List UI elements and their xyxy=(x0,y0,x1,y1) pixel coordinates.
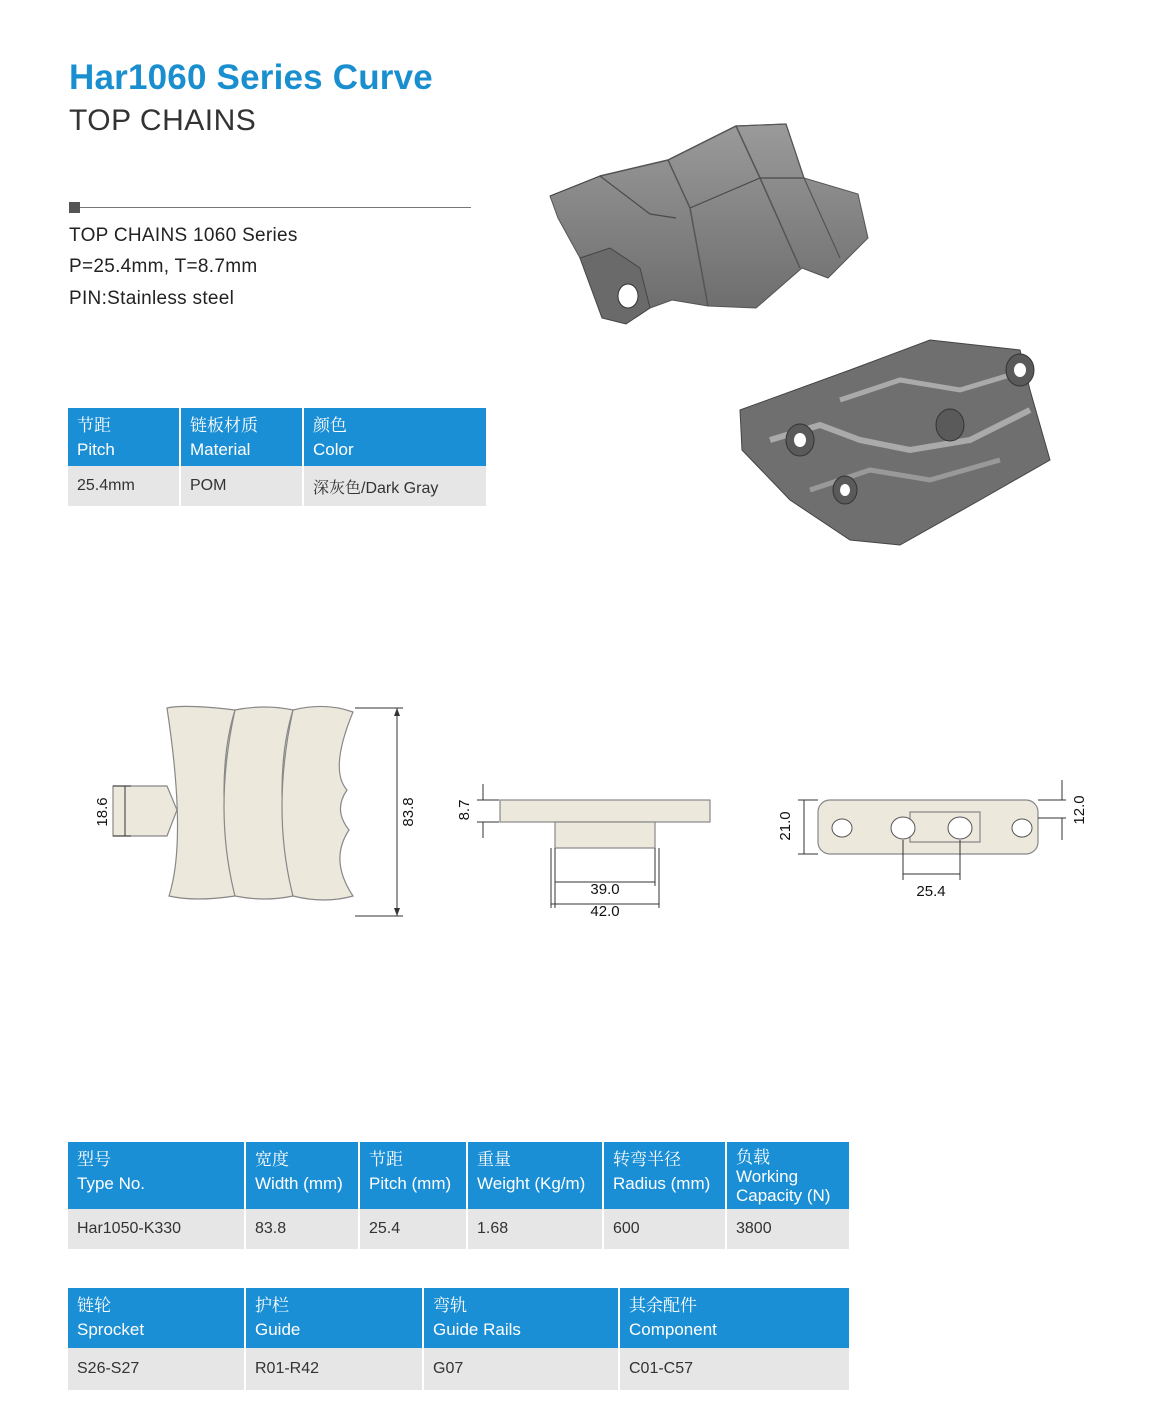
cell-pitch: 25.4mm xyxy=(68,466,181,506)
header-width: 宽度 Width (mm) xyxy=(246,1142,360,1209)
header-sprocket: 链轮 Sprocket xyxy=(68,1288,246,1348)
basic-property-table xyxy=(68,408,486,506)
dim-inner-label: 39.0 xyxy=(590,881,620,898)
dim-pitch-label: 25.4 xyxy=(916,883,946,900)
header-color: 颜色 Color xyxy=(304,408,486,466)
chain-top-render xyxy=(540,118,880,338)
chain-bottom-render xyxy=(730,330,1060,550)
dim-thickness-label: 8.7 xyxy=(456,799,473,821)
cell-guide-rails: G07 xyxy=(424,1348,620,1390)
header-material: 链板材质 Material xyxy=(181,408,304,466)
cell-type: Har1050-K330 xyxy=(68,1209,246,1249)
cell-sprocket: S26-S27 xyxy=(68,1348,246,1390)
table-row xyxy=(68,1348,849,1390)
dim-right-label: 12.0 xyxy=(1071,795,1088,825)
header-guide: 护栏 Guide xyxy=(246,1288,424,1348)
dim-width-label: 18.6 xyxy=(94,797,111,827)
side-view-drawing xyxy=(455,770,725,930)
spec-table xyxy=(68,1142,849,1249)
dim-outer-label: 42.0 xyxy=(590,903,620,920)
header-radius: 转弯半径 Radius (mm) xyxy=(604,1142,727,1209)
table-row xyxy=(68,1209,849,1249)
cell-guide: R01-R42 xyxy=(246,1348,424,1390)
header-pitch: 节距 Pitch xyxy=(68,408,181,466)
cell-color: 深灰色/Dark Gray xyxy=(304,466,486,506)
header-type: 型号 Type No. xyxy=(68,1142,246,1209)
header-pitch: 节距 Pitch (mm) xyxy=(360,1142,468,1209)
top-view-drawing xyxy=(85,690,425,930)
header-guide-rails: 弯轨 Guide Rails xyxy=(424,1288,620,1348)
front-view-drawing xyxy=(770,770,1100,900)
page-title: Har1060 Series Curve xyxy=(69,58,433,97)
header-weight: 重量 Weight (Kg/m) xyxy=(468,1142,604,1209)
spec-series: TOP CHAINS 1060 Series xyxy=(69,225,298,246)
cell-pitch: 25.4 xyxy=(360,1209,468,1249)
header-capacity: 负载 Working Capacity (N) xyxy=(727,1142,849,1209)
spec-pin: PIN:Stainless steel xyxy=(69,288,235,309)
cell-capacity: 3800 xyxy=(727,1209,849,1249)
accessory-table xyxy=(68,1288,849,1390)
header-component: 其余配件 Component xyxy=(620,1288,849,1348)
cell-radius: 600 xyxy=(604,1209,727,1249)
dim-length-label: 83.8 xyxy=(400,797,417,827)
cell-material: POM xyxy=(181,466,304,506)
section-marker xyxy=(69,202,80,213)
cell-component: C01-C57 xyxy=(620,1348,849,1390)
section-divider xyxy=(80,207,471,208)
page-subtitle: TOP CHAINS xyxy=(69,104,257,137)
table-row xyxy=(68,466,486,506)
dim-height-label: 21.0 xyxy=(777,811,794,841)
spec-pitch-thickness: P=25.4mm, T=8.7mm xyxy=(69,256,258,277)
cell-weight: 1.68 xyxy=(468,1209,604,1249)
cell-width: 83.8 xyxy=(246,1209,360,1249)
